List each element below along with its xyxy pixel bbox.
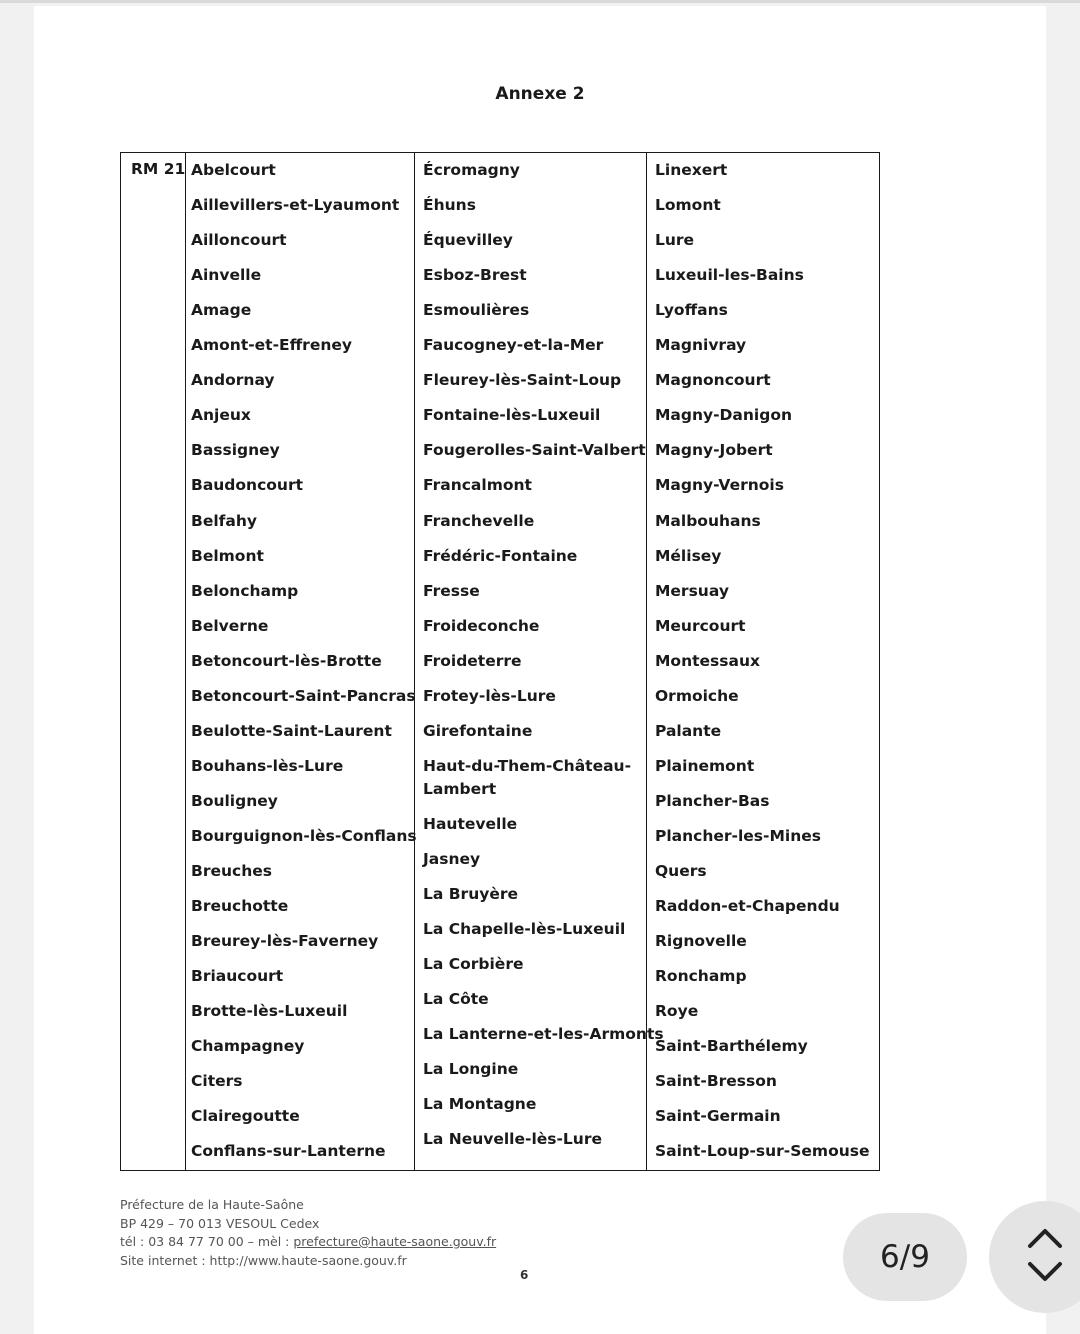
document-title: Annexe 2 bbox=[495, 84, 585, 104]
commune-name: Bouhans-lès-Lure bbox=[191, 756, 344, 775]
commune-name: Raddon-et-Chapendu bbox=[655, 897, 840, 916]
commune-name: Betoncourt-lès-Brotte bbox=[191, 651, 382, 670]
footer-line: Préfecture de la Haute-Saône bbox=[120, 1197, 304, 1212]
column-divider bbox=[185, 153, 186, 1170]
commune-name: Frédéric-Fontaine bbox=[423, 546, 578, 565]
commune-name: Saint-Barthélemy bbox=[655, 1037, 808, 1056]
commune-name: Fleurey-lès-Saint-Loup bbox=[423, 371, 622, 390]
commune-name: Briaucourt bbox=[191, 967, 284, 986]
commune-name: Plancher-Bas bbox=[655, 791, 770, 810]
commune-name: Belverne bbox=[191, 616, 269, 635]
commune-name: La Chapelle-lès-Luxeuil bbox=[423, 920, 626, 939]
commune-name: Abelcourt bbox=[191, 161, 276, 179]
commune-name: Amont-et-Effreney bbox=[191, 336, 352, 355]
commune-name: Beulotte-Saint-Laurent bbox=[191, 721, 392, 740]
commune-name: Saint-Germain bbox=[655, 1107, 781, 1126]
column-divider bbox=[646, 153, 647, 1170]
commune-name: Magnoncourt bbox=[655, 371, 771, 390]
top-divider bbox=[0, 0, 1080, 3]
commune-name: Lure bbox=[655, 231, 695, 250]
document-page[interactable] bbox=[34, 6, 1046, 1334]
commune-name: Bouligney bbox=[191, 791, 278, 810]
commune-name: La Bruyère bbox=[423, 885, 518, 903]
commune-name: Belonchamp bbox=[191, 581, 299, 600]
commune-name: Champagney bbox=[191, 1037, 305, 1056]
footer-line: Site internet : http://www.haute-saone.gouv.fr bbox=[120, 1252, 407, 1268]
email-link[interactable]: prefecture@haute-saone.gouv.fr bbox=[293, 1234, 497, 1249]
commune-name: Clairegoutte bbox=[191, 1107, 300, 1126]
commune-name: La Longine bbox=[423, 1060, 519, 1079]
commune-name: Ainvelle bbox=[191, 266, 262, 285]
column-divider bbox=[414, 153, 415, 1170]
commune-name: Belfahy bbox=[191, 511, 257, 530]
commune-name: Citers bbox=[191, 1072, 243, 1091]
commune-name: Lomont bbox=[655, 196, 721, 215]
commune-name: Froideterre bbox=[423, 651, 522, 670]
commune-name: La Montagne bbox=[423, 1095, 537, 1114]
commune-table bbox=[120, 152, 880, 1171]
commune-name: Froideconche bbox=[423, 616, 540, 635]
commune-name: Luxeuil-les-Bains bbox=[655, 266, 804, 285]
commune-name: La Côte bbox=[423, 990, 489, 1009]
commune-name: Esmoulières bbox=[423, 301, 530, 320]
commune-name: La Lanterne-et-les-Armonts bbox=[423, 1025, 664, 1044]
commune-name: La Neuvelle-lès-Lure bbox=[423, 1130, 602, 1149]
commune-name: Bourguignon-lès-Conflans bbox=[191, 826, 417, 845]
commune-name: Ailloncourt bbox=[191, 231, 287, 250]
commune-name: Meurcourt bbox=[655, 616, 746, 635]
commune-name: Franchevelle bbox=[423, 511, 535, 530]
commune-name: Palante bbox=[655, 721, 722, 740]
commune-name: Magnivray bbox=[655, 336, 747, 355]
commune-name: Quers bbox=[655, 862, 707, 880]
commune-name: Équevilley bbox=[423, 231, 513, 250]
commune-name: Malbouhans bbox=[655, 511, 761, 530]
commune-name: Rignovelle bbox=[655, 932, 747, 951]
zone-code: RM 21 bbox=[131, 160, 186, 178]
chevron-up-icon[interactable] bbox=[1027, 1227, 1063, 1249]
commune-name: Amage bbox=[191, 301, 252, 320]
commune-name: Girefontaine bbox=[423, 721, 533, 740]
commune-name: Plainemont bbox=[655, 756, 755, 775]
commune-name: Fresse bbox=[423, 581, 480, 600]
commune-name: Montessaux bbox=[655, 651, 760, 670]
commune-name: Lambert bbox=[423, 779, 497, 798]
commune-name: Ormoiche bbox=[655, 686, 739, 705]
commune-name: Esboz-Brest bbox=[423, 266, 527, 285]
commune-name: Linexert bbox=[655, 161, 728, 179]
commune-name: Fontaine-lès-Luxeuil bbox=[423, 406, 601, 425]
commune-name: Fougerolles-Saint-Valbert bbox=[423, 441, 646, 460]
footer-address bbox=[120, 1196, 496, 1270]
commune-name: Francalmont bbox=[423, 476, 532, 495]
commune-name: Plancher-les-Mines bbox=[655, 826, 821, 845]
commune-name: Breuchotte bbox=[191, 897, 289, 916]
commune-name: Roye bbox=[655, 1002, 699, 1021]
commune-name: Saint-Bresson bbox=[655, 1072, 777, 1091]
commune-name: Lyoffans bbox=[655, 301, 728, 320]
commune-name: Bassigney bbox=[191, 441, 280, 460]
commune-name: Andornay bbox=[191, 371, 275, 390]
commune-name: Conflans-sur-Lanterne bbox=[191, 1142, 386, 1161]
commune-name: Mélisey bbox=[655, 546, 722, 565]
commune-name: Anjeux bbox=[191, 406, 251, 425]
commune-name: Betoncourt-Saint-Pancras bbox=[191, 686, 416, 705]
chevron-down-icon[interactable] bbox=[1027, 1261, 1063, 1283]
footer-phone: tél : 03 84 77 70 00 – mèl : bbox=[120, 1234, 294, 1249]
commune-name: Saint-Loup-sur-Semouse bbox=[655, 1142, 870, 1161]
commune-name: Magny-Danigon bbox=[655, 406, 793, 425]
commune-name: Aillevillers-et-Lyaumont bbox=[191, 196, 400, 215]
commune-name: Mersuay bbox=[655, 581, 729, 600]
footer-line: BP 429 – 70 013 VESOUL Cedex bbox=[120, 1215, 320, 1231]
page-indicator: 6/9 bbox=[843, 1213, 967, 1301]
page-number: 6 bbox=[520, 1268, 529, 1282]
commune-name: Jasney bbox=[423, 849, 481, 868]
commune-name: Brotte-lès-Luxeuil bbox=[191, 1002, 348, 1021]
commune-name: La Corbière bbox=[423, 955, 524, 974]
commune-name: Éhuns bbox=[423, 196, 476, 215]
commune-name: Ronchamp bbox=[655, 967, 747, 986]
commune-name: Breurey-lès-Faverney bbox=[191, 932, 379, 951]
commune-name: Baudoncourt bbox=[191, 476, 304, 495]
commune-name: Magny-Jobert bbox=[655, 441, 773, 460]
commune-name: Frotey-lès-Lure bbox=[423, 686, 556, 705]
commune-name: Écromagny bbox=[423, 161, 520, 179]
commune-name: Belmont bbox=[191, 546, 264, 565]
commune-name: Magny-Vernois bbox=[655, 476, 784, 495]
footer-line bbox=[120, 1233, 496, 1252]
commune-name: Breuches bbox=[191, 862, 272, 880]
commune-name: Faucogney-et-la-Mer bbox=[423, 336, 604, 355]
commune-name: Hautevelle bbox=[423, 814, 518, 833]
commune-name: Haut-du-Them-Château- bbox=[423, 756, 632, 775]
